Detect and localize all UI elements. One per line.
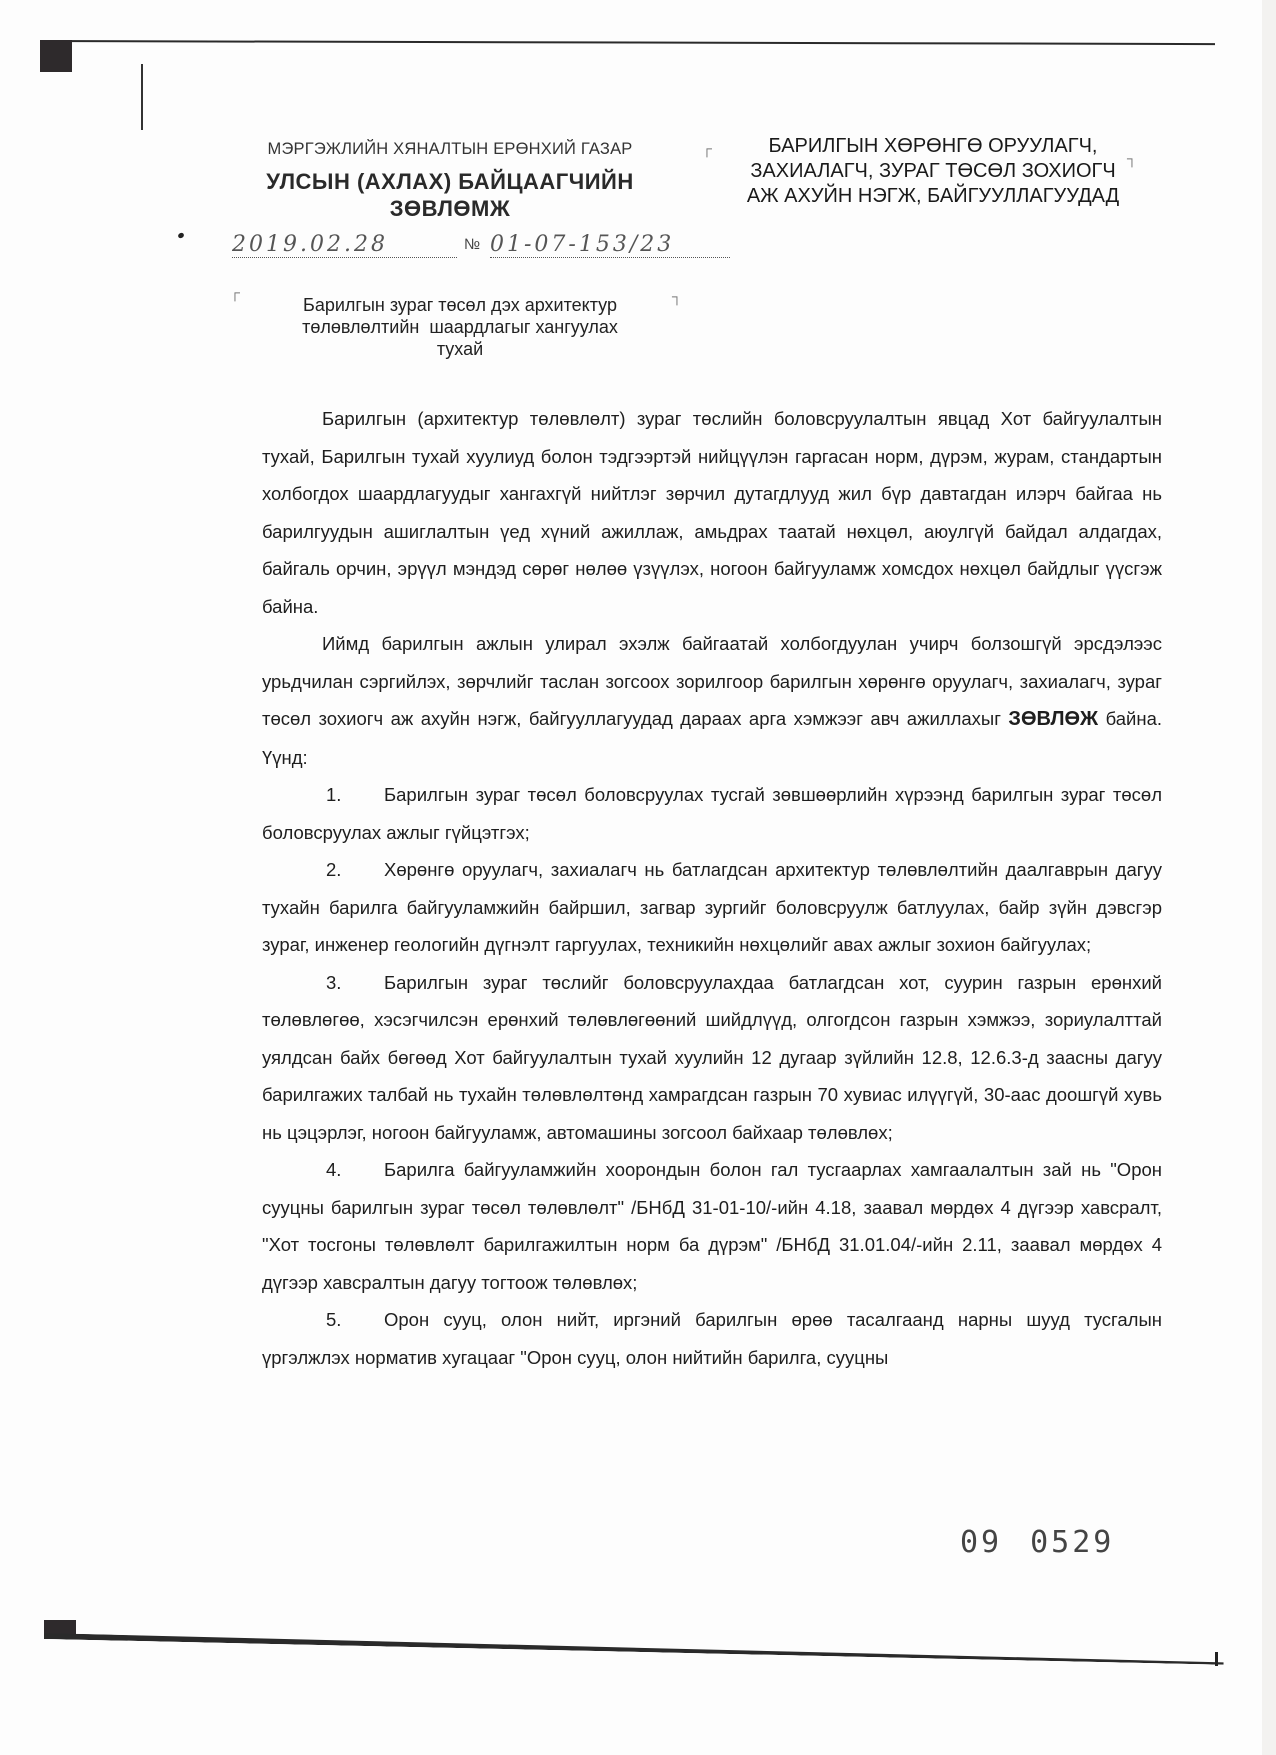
organization-name: МЭРГЭЖЛИЙН ХЯНАЛТЫН ЕРӨНХИЙ ГАЗАР [267, 140, 633, 158]
paragraph-2-text: Иймд барилгын ажлын улирал эхэлж байгаатай холбогдуулан учирч болзошгүй эрсдэлээс урьдчилан сэргийлэх, зөрчлийг таслан зогсоох зорилгоор барилгын хөрөнгө оруулагч, захиалагч, зураг төсөл зохиогч аж ахуйн нэгж, байгууллагуудад дараах арга хэмжээг авч ажиллахыг [262, 633, 1162, 729]
recommend-emphasis: ЗӨВЛӨЖ [1008, 708, 1099, 730]
item-number: 5. [326, 1309, 342, 1330]
item-number: 1. [326, 784, 342, 805]
bottom-border-line [44, 1633, 1224, 1665]
document-date: 2019.02.28 [232, 232, 457, 258]
paragraph-2 [262, 625, 1162, 776]
document-type-line2: ЗӨВЛӨМЖ [389, 196, 511, 221]
bracket-subject-left-icon: ┌ [230, 284, 240, 300]
item-number: 3. [326, 971, 342, 993]
item-text: Хөрөнгө оруулагч, захиалагч нь батлагдсан архитектур төлөвлөлтийн даалгаврын дагуу тухайн барилга байгууламжийн байршил, загвар зургийг боловсруулж батлуулах, байр зүйн дэвсгэр зураг, инженер геологийн дүгнэлт гаргуулах, техникийн нөхцөлийг авах ажлыг зохион байгуулах; [262, 859, 1162, 955]
item-text: Барилгын зураг төсөл боловсруулах тусгай зөвшөөрлийн хүрээнд барилгын зураг төсөл боловсруулах ажлыг гүйцэтгэх; [262, 784, 1162, 843]
margin-mark [141, 64, 143, 130]
top-border-line [40, 40, 1215, 45]
bottom-right-mark [1215, 1652, 1218, 1666]
subject-line2: төлөвлөлтийн шаардлагыг хангуулах [302, 317, 618, 337]
top-corner-mark [40, 40, 72, 72]
bracket-subject-right-icon: ┐ [672, 288, 682, 304]
reference-line [232, 232, 732, 266]
document-type [230, 168, 670, 222]
scan-edge [1262, 0, 1276, 1755]
item-text: Барилга байгууламжийн хоорондын болон гал тусгаарлах хамгаалалтын зай нь "Орон сууцны барилгын зураг төсөл төлөвлөлт" /БНбД 31-01-10/-ийн 4.18, заавал мөрдөх 4 дүгээр хавсралт, "Хот тосгоны төлөвлөлт барилгажилтын норм ба дүрэм" /БНбД 31.01.04/-ийн 2.11, заавал мөрдөх 4 дүгээр хавсралтын дагуу тогтоож төлөвлөх; [262, 1159, 1162, 1293]
document-type-line1: УЛСЫН (АХЛАХ) БАЙЦААГЧИЙН [266, 169, 634, 194]
document-body [262, 400, 1162, 1376]
subject-line1: Барилгын зураг төсөл дэх архитектур [303, 295, 617, 315]
addressee [718, 134, 1148, 209]
list-item [262, 1151, 1162, 1301]
subject [260, 294, 660, 360]
document-number: 01-07-153/23 [490, 232, 730, 258]
list-item [262, 964, 1162, 1152]
paragraph-2-ending: байна. Үүнд: [262, 708, 1163, 768]
bracket-top-left-icon: ┌ [702, 140, 712, 156]
bracket-top-right-icon: ┐ [1127, 150, 1137, 166]
subject-line3: тухай [436, 339, 484, 359]
stamp-part2: 0529 [1030, 1525, 1115, 1560]
addressee-line2: ЗАХИАЛАГЧ, ЗУРАГ ТӨСӨЛ ЗОХИОГЧ [750, 160, 1116, 182]
item-number: 2. [326, 859, 342, 880]
number-label: № [464, 236, 481, 253]
registration-stamp [960, 1525, 1114, 1560]
list-item [262, 1301, 1162, 1376]
item-text: Орон сууц, олон нийт, иргэний барилгын өрөө тасалгаанд нарны шууд тусгалын үргэлжлэх норматив хугацааг "Орон сууц, олон нийтийн барилга, сууцны [262, 1309, 1162, 1368]
item-text: Барилгын зураг төслийг боловсруулахдаа батлагдсан хот, суурин газрын ерөнхий төлөвлөгөө, хэсэгчилсэн ерөнхий төлөвлөгөөний шийдлүүд, олгогдсон газрын хэмжээ, зориулалттай уялдсан байх бөгөөд Хот байгуулалтын тухай хуулийн 12 дугаар зүйлийн 12.8, 12.6.3-д заасны дагуу барилгажих талбай нь тухайн төлөвлөлтөнд хамрагдсан газрын 70 хувиас илүүгүй, 30-аас доошгүй хувь нь цэцэрлэг, ногоон байгууламж, автомашины зогсоол байхаар төлөвлөх; [262, 971, 1162, 1143]
item-number: 4. [326, 1159, 342, 1180]
list-item [262, 851, 1162, 964]
ink-dot [177, 232, 185, 239]
addressee-line1: БАРИЛГЫН ХӨРӨНГӨ ОРУУЛАГЧ, [768, 135, 1098, 157]
list-item [262, 776, 1162, 851]
addressee-line3: АЖ АХУЙН НЭГЖ, БАЙГУУЛЛАГУУДАД [746, 185, 1120, 207]
paragraph-1: Барилгын (архитектур төлөвлөлт) зураг төслийн боловсруулалтын явцад Хот байгуулалтын тухай, Барилгын тухай хуулиуд болон тэдгээртэй нийцүүлэн гаргасан норм, дүрэм, журам, стандартын холбогдох шаардлагуудыг хангахгүй нийтлэг зөрчил дутагдлууд жил бүр давтагдан илэрч байгаа нь барилгуудын ашиглалтын үед хүний ажиллаж, амьдрах таатай нөхцөл, аюулгүй байдал алдагдах, байгаль орчин, эрүүл мэндэд сөрөг нөлөө үзүүлэх, ногоон байгууламж хомсдох нөхцөл байдлыг үүсгэж байна. [262, 408, 1162, 617]
stamp-part1: 09 [960, 1525, 1003, 1560]
